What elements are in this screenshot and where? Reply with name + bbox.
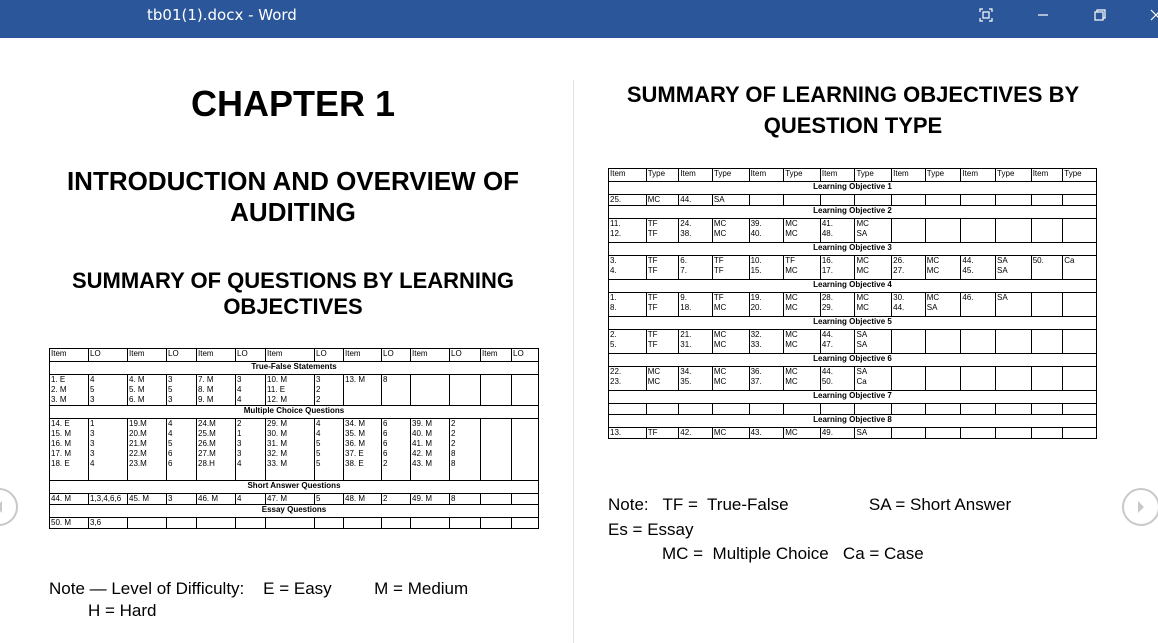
table-cell: 4. M 5. M 6. M <box>128 375 167 406</box>
table-row <box>609 428 1097 439</box>
table-cell <box>481 518 512 529</box>
table-cell <box>892 219 926 243</box>
column-header: LO <box>236 349 266 362</box>
table-cell <box>820 195 855 206</box>
table-cell <box>315 518 344 529</box>
table-cell <box>1031 367 1063 391</box>
lo-by-type-table <box>608 168 1097 439</box>
table-cell: 36. 37. <box>749 367 784 391</box>
table-row <box>50 518 539 529</box>
table-cell: 19.M 20.M 21.M 22.M 23.M <box>128 419 167 481</box>
table-cell: 2 2 2 8 8 <box>450 419 481 481</box>
table-cell <box>961 219 996 243</box>
table-cell <box>1031 428 1063 439</box>
column-header: Item <box>609 169 647 182</box>
table-cell: SA <box>712 195 749 206</box>
table-cell <box>1031 293 1063 317</box>
table-cell: 42. <box>679 428 713 439</box>
table-cell: 44. 47. <box>820 330 855 354</box>
table-cell <box>925 195 961 206</box>
column-header: Item <box>749 169 784 182</box>
column-header: Type <box>712 169 749 182</box>
questions-by-lo-table <box>49 348 539 529</box>
table-cell: MC <box>646 195 679 206</box>
table-cell <box>266 518 315 529</box>
table-cell: 3 <box>167 494 197 505</box>
table-cell: SA <box>996 293 1032 317</box>
left-section-title: SUMMARY OF QUESTIONS BY LEARNING OBJECTIVES <box>71 268 515 320</box>
column-header: Item <box>266 349 315 362</box>
table-cell: 3. 4. <box>609 256 647 280</box>
table-row <box>50 419 539 481</box>
table-cell: 49. M <box>411 494 450 505</box>
table-cell <box>1063 219 1097 243</box>
table-cell: 25. <box>609 195 647 206</box>
table-row <box>50 494 539 505</box>
table-cell <box>925 428 961 439</box>
table-row <box>609 404 1097 415</box>
table-cell <box>481 494 512 505</box>
table-cell: TF TF <box>646 219 679 243</box>
table-cell: MC MC <box>784 367 821 391</box>
table-header-row <box>609 169 1097 182</box>
table-cell: 2. 5. <box>609 330 647 354</box>
section-row <box>50 362 539 375</box>
table-cell <box>1031 219 1063 243</box>
table-cell: 34. 35. <box>679 367 713 391</box>
table-cell <box>1063 404 1097 415</box>
chevron-right-icon <box>1136 500 1146 514</box>
column-header: Item <box>820 169 855 182</box>
column-header: LO <box>512 349 539 362</box>
table-cell <box>512 494 539 505</box>
table-cell: SA Ca <box>855 367 892 391</box>
table-cell <box>892 428 926 439</box>
section-title: Learning Objective 3 <box>609 243 1097 256</box>
column-header: Item <box>961 169 996 182</box>
table-row <box>50 375 539 406</box>
table-cell: 4 <box>236 494 266 505</box>
section-row <box>609 317 1097 330</box>
column-header: Item <box>1031 169 1063 182</box>
right-section-title: SUMMARY OF LEARNING OBJECTIVES BY QUESTION TYPE <box>626 82 1080 138</box>
table-cell: 24. 38. <box>679 219 713 243</box>
section-title: Learning Objective 4 <box>609 280 1097 293</box>
table-cell: MC SA <box>855 219 892 243</box>
table-cell: TF TF <box>712 256 749 280</box>
table-cell: MC MC <box>855 256 892 280</box>
difficulty-note: Note — Level of Difficulty: E = Easy M = Medium <box>49 579 469 598</box>
table-cell: SA SA <box>855 330 892 354</box>
table-cell: 8 <box>382 375 411 406</box>
table-cell: 50. M <box>50 518 89 529</box>
column-header: LO <box>382 349 411 362</box>
table-cell <box>820 404 855 415</box>
table-row <box>609 293 1097 317</box>
table-cell: 5 <box>315 494 344 505</box>
table-cell: 32. 33. <box>749 330 784 354</box>
table-cell: 13. <box>609 428 647 439</box>
table-cell: 11. 12. <box>609 219 647 243</box>
chapter-heading: CHAPTER 1 <box>190 83 396 124</box>
section-title: Learning Objective 7 <box>609 391 1097 404</box>
table-cell <box>855 404 892 415</box>
table-cell: MC MC <box>855 293 892 317</box>
window-title: tb01(1).docx - Word <box>147 6 297 24</box>
table-cell: 8 <box>450 494 481 505</box>
table-cell <box>512 375 539 406</box>
table-cell: 19. 20. <box>749 293 784 317</box>
table-cell: 1 3 3 3 4 <box>89 419 128 481</box>
type-note-line3: MC = Multiple Choice Ca = Case <box>662 544 924 563</box>
table-cell <box>712 404 749 415</box>
table-cell: 3 4 4 <box>236 375 266 406</box>
column-header: Item <box>411 349 450 362</box>
table-cell: 39. 40. <box>749 219 784 243</box>
table-cell: 3 5 3 <box>167 375 197 406</box>
type-note-line2: Es = Essay <box>608 520 694 539</box>
section-title: Learning Objective 6 <box>609 354 1097 367</box>
column-header: Type <box>646 169 679 182</box>
table-row <box>609 256 1097 280</box>
section-row <box>609 391 1097 404</box>
column-header: Item <box>128 349 167 362</box>
minimize-icon[interactable] <box>1023 4 1063 26</box>
section-row <box>609 354 1097 367</box>
table-cell: 3 2 2 <box>315 375 344 406</box>
table-cell: MC SA <box>925 293 961 317</box>
table-cell <box>450 518 481 529</box>
table-cell <box>784 404 821 415</box>
table-cell: 24.M 25.M 26.M 27.M 28.H <box>197 419 236 481</box>
table-cell: 45. M <box>128 494 167 505</box>
title-bar <box>0 0 1158 38</box>
table-cell: 34. M 35. M 36. M 37. E 38. E <box>344 419 382 481</box>
table-cell: MC MC <box>712 219 749 243</box>
table-row <box>609 367 1097 391</box>
column-header: Item <box>50 349 89 362</box>
column-header: Type <box>784 169 821 182</box>
table-cell: 43. <box>749 428 784 439</box>
table-cell: 14. E 15. M 16. M 17. M 18. E <box>50 419 89 481</box>
table-cell <box>855 195 892 206</box>
type-note-line1: Note: TF = True-False SA = Short Answer <box>608 495 1012 514</box>
table-cell: 6 6 6 6 2 <box>382 419 411 481</box>
table-cell <box>1031 195 1063 206</box>
table-cell: 28. 29. <box>820 293 855 317</box>
table-cell: 6. 7. <box>679 256 713 280</box>
table-cell <box>749 404 784 415</box>
table-cell <box>996 195 1032 206</box>
section-row <box>50 481 539 494</box>
table-cell <box>1063 330 1097 354</box>
table-cell: TF <box>646 428 679 439</box>
table-cell <box>892 195 926 206</box>
table-cell: 21. 31. <box>679 330 713 354</box>
table-cell <box>925 367 961 391</box>
table-cell <box>450 375 481 406</box>
table-cell: 49. <box>820 428 855 439</box>
column-header: Item <box>344 349 382 362</box>
table-cell: 46. <box>961 293 996 317</box>
table-row <box>609 195 1097 206</box>
table-cell: MC MC <box>784 293 821 317</box>
table-cell: SA SA <box>996 256 1032 280</box>
next-page-button[interactable] <box>1122 488 1158 526</box>
table-row <box>609 330 1097 354</box>
table-cell <box>925 219 961 243</box>
table-cell: 39. M 40. M 41. M 42. M 43. M <box>411 419 450 481</box>
column-header: LO <box>167 349 197 362</box>
close-icon[interactable] <box>1136 4 1158 26</box>
table-cell <box>1031 330 1063 354</box>
section-title: Learning Objective 1 <box>609 182 1097 195</box>
table-cell <box>646 404 679 415</box>
table-cell <box>996 367 1032 391</box>
chevron-left-icon <box>0 500 4 514</box>
table-cell <box>961 330 996 354</box>
table-cell <box>961 367 996 391</box>
table-cell <box>892 404 926 415</box>
table-cell: 44. M <box>50 494 89 505</box>
table-cell: 1. 8. <box>609 293 647 317</box>
table-cell <box>996 428 1032 439</box>
section-row <box>609 243 1097 256</box>
column-header: Item <box>197 349 236 362</box>
table-cell: 44. 45. <box>961 256 996 280</box>
section-row <box>609 415 1097 428</box>
table-cell <box>512 419 539 481</box>
table-cell: 4 4 5 5 5 <box>315 419 344 481</box>
table-cell <box>996 404 1032 415</box>
table-cell <box>236 518 266 529</box>
chapter-subtitle: INTRODUCTION AND OVERVIEW OF AUDITING <box>66 166 520 228</box>
column-header: LO <box>315 349 344 362</box>
column-header: Type <box>925 169 961 182</box>
table-cell: MC <box>712 428 749 439</box>
table-cell <box>996 330 1032 354</box>
table-cell: 2 1 3 3 4 <box>236 419 266 481</box>
table-cell <box>892 367 926 391</box>
table-cell <box>1063 367 1097 391</box>
table-cell <box>512 518 539 529</box>
table-cell: MC MC <box>712 367 749 391</box>
table-cell <box>925 404 961 415</box>
page-divider <box>573 80 574 643</box>
left-page <box>0 38 574 643</box>
section-title: True-False Statements <box>50 362 539 375</box>
column-header: Item <box>892 169 926 182</box>
table-cell: MC MC <box>925 256 961 280</box>
section-title: Essay Questions <box>50 505 539 518</box>
table-cell: TF MC <box>784 256 821 280</box>
table-cell <box>167 518 197 529</box>
section-title: Multiple Choice Questions <box>50 406 539 419</box>
table-cell <box>892 330 926 354</box>
table-cell: 10. 15. <box>749 256 784 280</box>
table-cell: 50. <box>1031 256 1063 280</box>
table-cell <box>1063 195 1097 206</box>
table-cell <box>411 375 450 406</box>
table-cell: 1,3,4,6,6 <box>89 494 128 505</box>
column-header: Item <box>481 349 512 362</box>
table-cell: TF TF <box>646 330 679 354</box>
table-cell: 10. M 11. E 12. M <box>266 375 315 406</box>
table-cell <box>197 518 236 529</box>
table-cell: 22. 23. <box>609 367 647 391</box>
table-cell: TF MC <box>712 293 749 317</box>
table-header-row <box>50 349 539 362</box>
difficulty-note-hard: H = Hard <box>88 601 157 620</box>
section-title: Learning Objective 8 <box>609 415 1097 428</box>
table-cell: Ca <box>1063 256 1097 280</box>
table-cell: 3,6 <box>89 518 128 529</box>
table-cell: TF TF <box>646 256 679 280</box>
section-row <box>609 182 1097 195</box>
table-cell <box>481 375 512 406</box>
table-cell: 29. M 30. M 31. M 32. M 33. M <box>266 419 315 481</box>
table-cell: 48. M <box>344 494 382 505</box>
table-cell <box>925 330 961 354</box>
section-title: Learning Objective 5 <box>609 317 1097 330</box>
table-cell: MC MC <box>646 367 679 391</box>
column-header: LO <box>89 349 128 362</box>
section-row <box>609 280 1097 293</box>
table-cell: 44. 50. <box>820 367 855 391</box>
table-cell: SA <box>855 428 892 439</box>
table-cell: MC <box>784 428 821 439</box>
table-cell <box>996 219 1032 243</box>
table-cell: 41. 48. <box>820 219 855 243</box>
table-cell: 2 <box>382 494 411 505</box>
table-cell <box>1031 404 1063 415</box>
table-cell <box>481 419 512 481</box>
table-cell: 46. M <box>197 494 236 505</box>
table-cell <box>961 195 996 206</box>
column-header: LO <box>450 349 481 362</box>
table-cell <box>784 195 821 206</box>
column-header: Type <box>1063 169 1097 182</box>
table-cell <box>128 518 167 529</box>
section-row <box>50 505 539 518</box>
table-cell <box>609 404 647 415</box>
section-row <box>50 406 539 419</box>
table-cell <box>1063 293 1097 317</box>
table-cell: 1. E 2. M 3. M <box>50 375 89 406</box>
column-header: Type <box>996 169 1032 182</box>
table-cell: 7. M 8. M 9. M <box>197 375 236 406</box>
column-header: Item <box>679 169 713 182</box>
table-cell <box>749 195 784 206</box>
column-header: Type <box>855 169 892 182</box>
table-cell: 47. M <box>266 494 315 505</box>
restore-icon[interactable] <box>1080 4 1120 26</box>
table-cell: MC MC <box>784 219 821 243</box>
table-cell <box>1063 428 1097 439</box>
table-cell: MC MC <box>784 330 821 354</box>
table-cell <box>679 404 713 415</box>
table-cell <box>411 518 450 529</box>
table-cell: 4 5 3 <box>89 375 128 406</box>
table-cell: TF TF <box>646 293 679 317</box>
table-cell: 30. 44. <box>892 293 926 317</box>
section-title: Short Answer Questions <box>50 481 539 494</box>
table-cell: MC MC <box>712 330 749 354</box>
table-cell: 44. <box>679 195 713 206</box>
focus-mode-icon[interactable] <box>966 4 1006 26</box>
table-cell <box>961 404 996 415</box>
table-cell: 26. 27. <box>892 256 926 280</box>
table-cell: 4 4 5 6 6 <box>167 419 197 481</box>
table-row <box>609 219 1097 243</box>
table-cell: 16. 17. <box>820 256 855 280</box>
table-cell <box>344 518 382 529</box>
table-cell: 9. 18. <box>679 293 713 317</box>
table-cell <box>961 428 996 439</box>
section-row <box>609 206 1097 219</box>
table-cell <box>382 518 411 529</box>
table-cell: 13. M <box>344 375 382 406</box>
section-title: Learning Objective 2 <box>609 206 1097 219</box>
